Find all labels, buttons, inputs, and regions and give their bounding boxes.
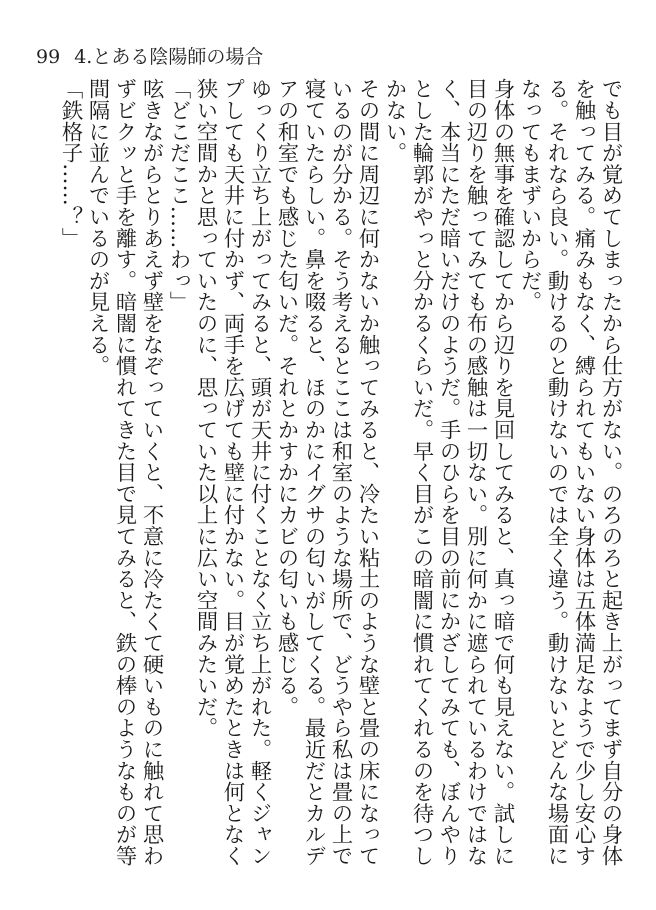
paragraph-3: その間に周辺に何かないか触ってみると、冷たい粘土のような壁と畳の床になっているのが分かる。そう考えるとここは和室のような場所で、どうやら私は畳の上で寝ていたらしい。鼻を啜ると、ほのかにイグサの匂いがしてくる。最近だとカルデアの和室でも感じた匂いだ。それとかすかにカビの匂いも感じる。 (274, 78, 380, 867)
paragraph-4: ゆっくり立ち上がってみると、頭が天井に付くことなく立ち上がれた。軽くジャンプしても天井に付かず、両手を広げても壁に付かない。目が覚めたときは何となく狭い空間かと思っていたのに、思っていた以上に広い空間みたいだ。 (193, 78, 272, 867)
paragraph-5: 呟きながらとりあえず壁をなぞっていくと、不意に冷たくて硬いものに触れて思わずビクッと手を離す。暗闇に慣れてきた目で見てみると、鉄の棒のようなものが等間隔に並んでいるのが見える。 (85, 78, 164, 867)
paragraph-1: でも目が覚めてしまったから仕方がない。のろのろと起き上がってまず自分の身体を触ってみる。痛みもなく、縛られてもいない身体は五体満足なようで少し安心する。それなら良い。動けるのと動けないのでは全く違う。動けないとどんな場面になってもまずいからだ。 (517, 78, 623, 867)
chapter-title: 4.とある陰陽師の場合 (74, 46, 264, 68)
dialogue-line-2: 「鉄格子……？」 (58, 78, 83, 249)
dialogue-line-1: 「どこだここ……わっ」 (166, 78, 191, 313)
page-header (36, 44, 263, 70)
paragraph-2: 身体の無事を確認してから辺りを見回してみると、真っ暗で何も見えない。試しに目の辺りを触ってみても布の感触は一切ない。別に何かに遮られているわけではなく、本当にただ暗いだけのようだ。手のひらを目の前にかざしてみても、ぼんやりとした輪郭がやっと分かるくらいだ。早く目がこの暗闇に慣れてくれるのを待つしかない。 (382, 78, 515, 867)
vertical-body-text (40, 78, 624, 878)
page-number: 99 (36, 46, 61, 68)
